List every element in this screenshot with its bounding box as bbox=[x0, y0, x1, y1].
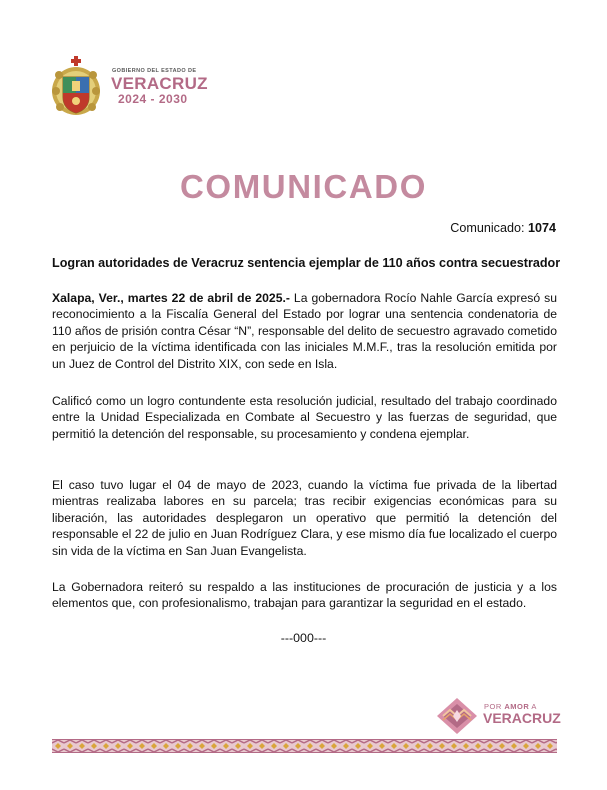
communique-number bbox=[450, 221, 556, 235]
decorative-band bbox=[52, 739, 557, 753]
government-label: GOBIERNO DEL ESTADO DE bbox=[112, 68, 197, 74]
slogan-bold: AMOR bbox=[504, 702, 530, 711]
footer-logo bbox=[436, 696, 560, 736]
page-title: COMUNICADO bbox=[180, 168, 427, 205]
communique-label: Comunicado: bbox=[450, 221, 525, 235]
footer-state-name: VERACRUZ bbox=[483, 710, 561, 726]
government-logo bbox=[50, 55, 210, 117]
paragraph-3: El caso tuvo lugar el 04 de mayo de 2023, cuando la víctima fue privada de la libertad mientras realizaba labores en su parcela; tras recibir exigencias económicas para su liberación, las autoridades desplegaron un operativo que permitió la detención del responsable el 22 de julio en Juan Rodríguez Clara, y ese mismo día fue localizado el cuerpo sin vida de la víctima en San Juan Evangelista. bbox=[52, 478, 557, 558]
dateline: Xalapa, Ver., martes 22 de abril de 2025.- bbox=[52, 291, 290, 305]
paragraph-1-text: La gobernadora Rocío Nahle García expresó su reconocimiento a la Fiscalía General del Estado por lograr una sentencia condenatoria de 110 años de prisión contra César “N”, responsable del delito de secuestro agravado cometido en perjuicio de la víctima identificada con las iniciales M.M.F., tras la resolución emitida por un Juez de Control del Distrito XIX, con sede en Isla. bbox=[52, 291, 557, 371]
slogan-suffix: A bbox=[529, 702, 537, 711]
administration-term: 2024 - 2030 bbox=[118, 92, 188, 106]
coat-of-arms-icon bbox=[50, 55, 102, 117]
paragraph-4: La Gobernadora reiteró su respaldo a las instituciones de procuración de justicia y a los elementos que, con profesionalismo, trabajan para garantizar la seguridad en el estado. bbox=[52, 580, 557, 611]
communique-id: 1074 bbox=[527, 221, 556, 235]
closing-mark: ---000--- bbox=[280, 631, 327, 645]
por-amor-mark-icon bbox=[436, 696, 478, 736]
state-name: VERACRUZ bbox=[111, 74, 208, 93]
headline: Logran autoridades de Veracruz sentencia ejemplar de 110 años contra secuestrador bbox=[52, 256, 561, 270]
paragraph-1 bbox=[52, 290, 557, 372]
slogan-prefix: POR bbox=[484, 702, 505, 711]
paragraph-2: Calificó como un logro contundente esta resolución judicial, resultado del trabajo coordinado entre la Unidad Especializada en Combate al Secuestro y las fuerzas de seguridad, que permitió la detención del responsable, su procesamiento y condena ejemplar. bbox=[52, 394, 557, 441]
